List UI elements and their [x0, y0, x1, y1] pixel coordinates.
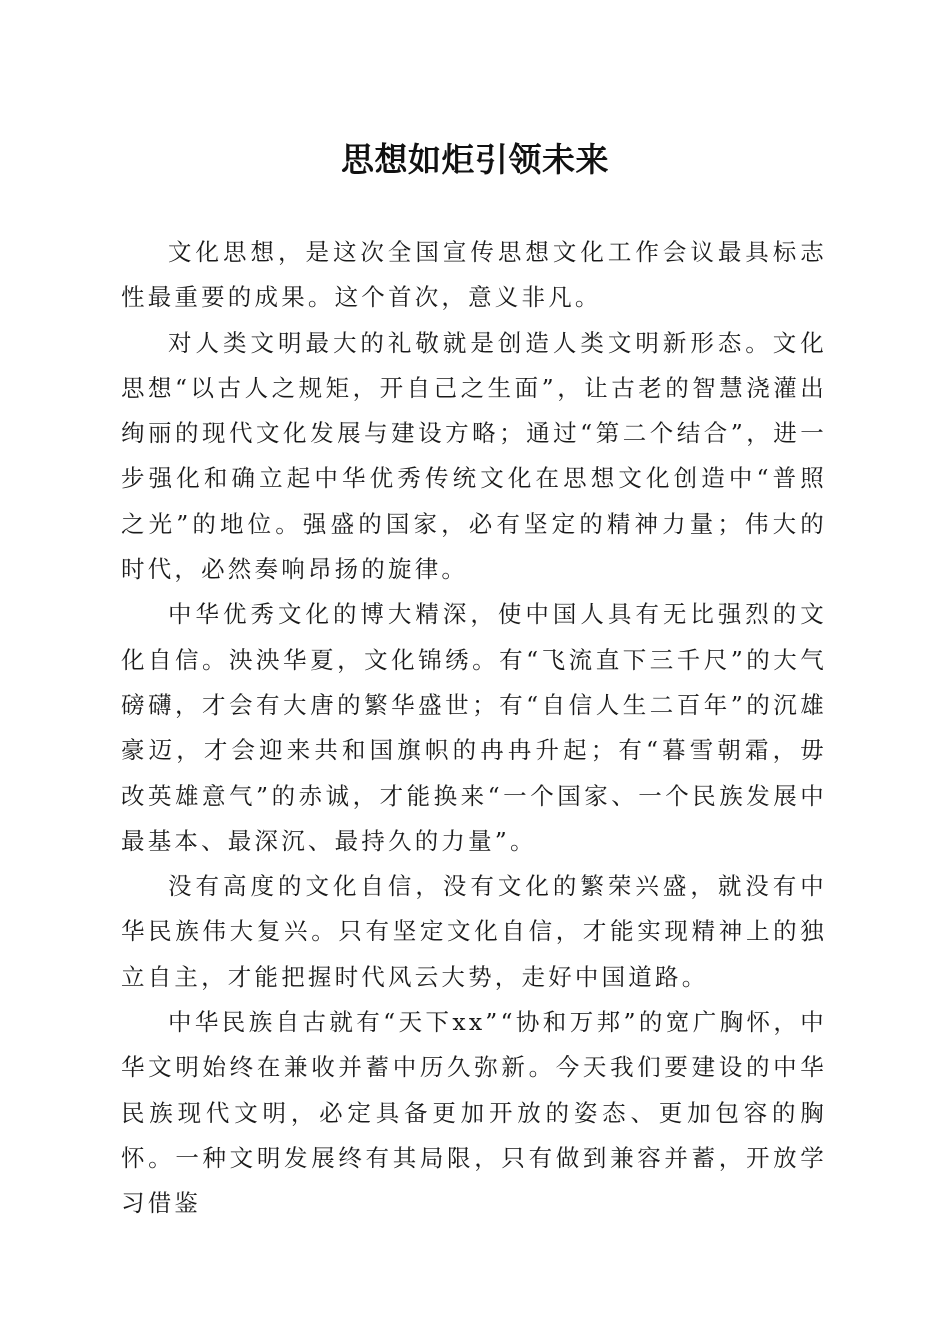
paragraph: 文化思想，是这次全国宣传思想文化工作会议最具标志性最重要的成果。这个首次，意义非凡。 — [121, 238, 827, 312]
document-body — [121, 230, 827, 1227]
paragraph: 中华民族自古就有“天下xx”“协和万邦”的宽广胸怀，中华文明始终在兼收并蓄中历久弥新。今天我们要建设的中华民族现代文明，必定具备更加开放的姿态、更加包容的胸怀。一种文明发展终有其局限，只有做到兼容并蓄，开放学习借鉴 — [121, 1008, 827, 1218]
paragraph: 中华优秀文化的博大精深，使中国人具有无比强烈的文化自信。泱泱华夏，文化锦绣。有“飞流直下三千尺”的大气磅礴，才会有大唐的繁华盛世；有“自信人生二百年”的沉雄豪迈，才会迎来共和国旗帜的冉冉升起；有“暮雪朝霜，毋改英雄意气”的赤诚，才能换来“一个国家、一个民族发展中最基本、最深沉、最持久的力量”。 — [121, 600, 827, 855]
paragraph: 没有高度的文化自信，没有文化的繁荣兴盛，就没有中华民族伟大复兴。只有坚定文化自信，才能实现精神上的独立自主，才能把握时代风云大势，走好中国道路。 — [121, 872, 827, 991]
page-title: 思想如炬引领未来 — [341, 140, 609, 179]
paragraph: 对人类文明最大的礼敬就是创造人类文明新形态。文化思想“以古人之规矩，开自己之生面”，让古老的智慧浇灌出绚丽的现代文化发展与建设方略；通过“第二个结合”，进一步强化和确立起中华优秀传统文化在思想文化创造中“普照之光”的地位。强盛的国家，必有坚定的精神力量；伟大的时代，必然奏响昂扬的旋律。 — [121, 328, 827, 584]
